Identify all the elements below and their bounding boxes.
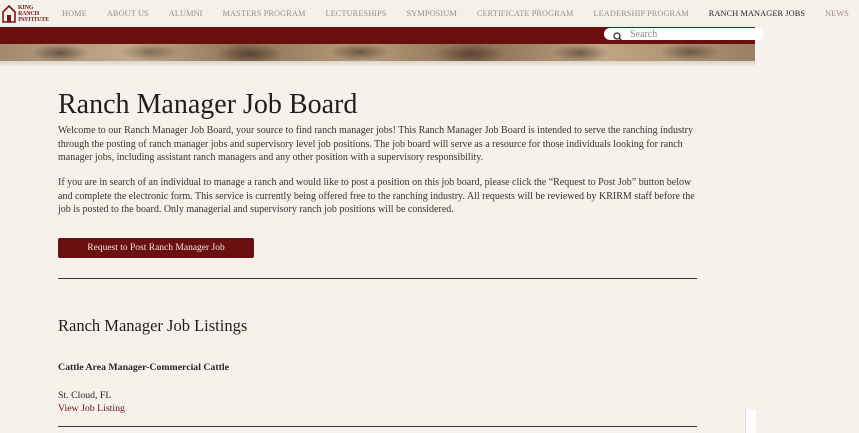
section-divider [58, 278, 697, 279]
hero-banner-image [0, 44, 755, 61]
nav-item-news[interactable]: NEWS [825, 9, 849, 18]
site-logo[interactable] [2, 3, 48, 24]
corner-widget[interactable] [745, 409, 756, 433]
job-listing-title: Cattle Area Manager-Commercial Cattle [58, 362, 229, 373]
nav-item-leadership-program[interactable]: LEADERSHIP PROGRAM [593, 9, 689, 18]
intro-paragraph: Welcome to our Ranch Manager Job Board, your source to find ranch manager jobs! This Ranch Manager Job Board is intended to serve the ranching industry through the posting of ranch manager jobs and supervisory level job positions. The job board will serve as a resource for those individuals looking for ranch manager jobs, including assistant ranch managers and any other position with a supervisory responsibility. [58, 125, 693, 164]
request-to-post-job-button[interactable]: Request to Post Ranch Manager Job [58, 238, 254, 258]
instructions-paragraph: If you are in search of an individual to manage a ranch and would like to post a position on this job board, please click the “Request to Post Job” button below and complete the electronic form. This service is currently being offered free to the ranching industry. All requests will be reviewed by KRIRM staff before the job is posted to the board. Only managerial and supervisory ranch job positions will be considered. [58, 177, 695, 216]
nav-item-lectureships[interactable]: LECTURESHIPS [325, 9, 387, 18]
search-icon[interactable] [613, 29, 623, 39]
nav-item-certificate-program[interactable]: CERTIFICATE PROGRAM [476, 9, 574, 18]
top-navigation [0, 0, 849, 28]
search-box[interactable] [604, 28, 764, 40]
nav-item-symposium[interactable]: SYMPOSIUM [406, 9, 457, 18]
logo-line-1: KING RANCH [18, 4, 39, 17]
logo-house-icon [2, 5, 16, 23]
nav-item-home[interactable]: HOME [62, 9, 87, 18]
nav-item-about-us[interactable]: ABOUT US [106, 9, 149, 18]
nav-item-alumni[interactable]: ALUMNI [168, 9, 203, 18]
logo-wordmark [18, 5, 49, 23]
nav-item-ranch-manager-jobs[interactable]: RANCH MANAGER JOBS [708, 9, 806, 18]
main-menu [52, 0, 859, 27]
hero-shadow [0, 61, 755, 67]
view-job-listing-link[interactable]: View Job Listing [58, 403, 125, 414]
job-listing-location: St. Cloud, FL [58, 390, 112, 401]
nav-item-masters-program[interactable]: MASTERS PROGRAM [222, 9, 306, 18]
listing-divider [58, 426, 697, 427]
job-listings-heading: Ranch Manager Job Listings [58, 316, 248, 335]
page-title: Ranch Manager Job Board [58, 89, 358, 120]
main-content [58, 88, 698, 414]
search-input[interactable] [630, 28, 750, 40]
logo-line-2: INSTITUTE [18, 16, 49, 23]
